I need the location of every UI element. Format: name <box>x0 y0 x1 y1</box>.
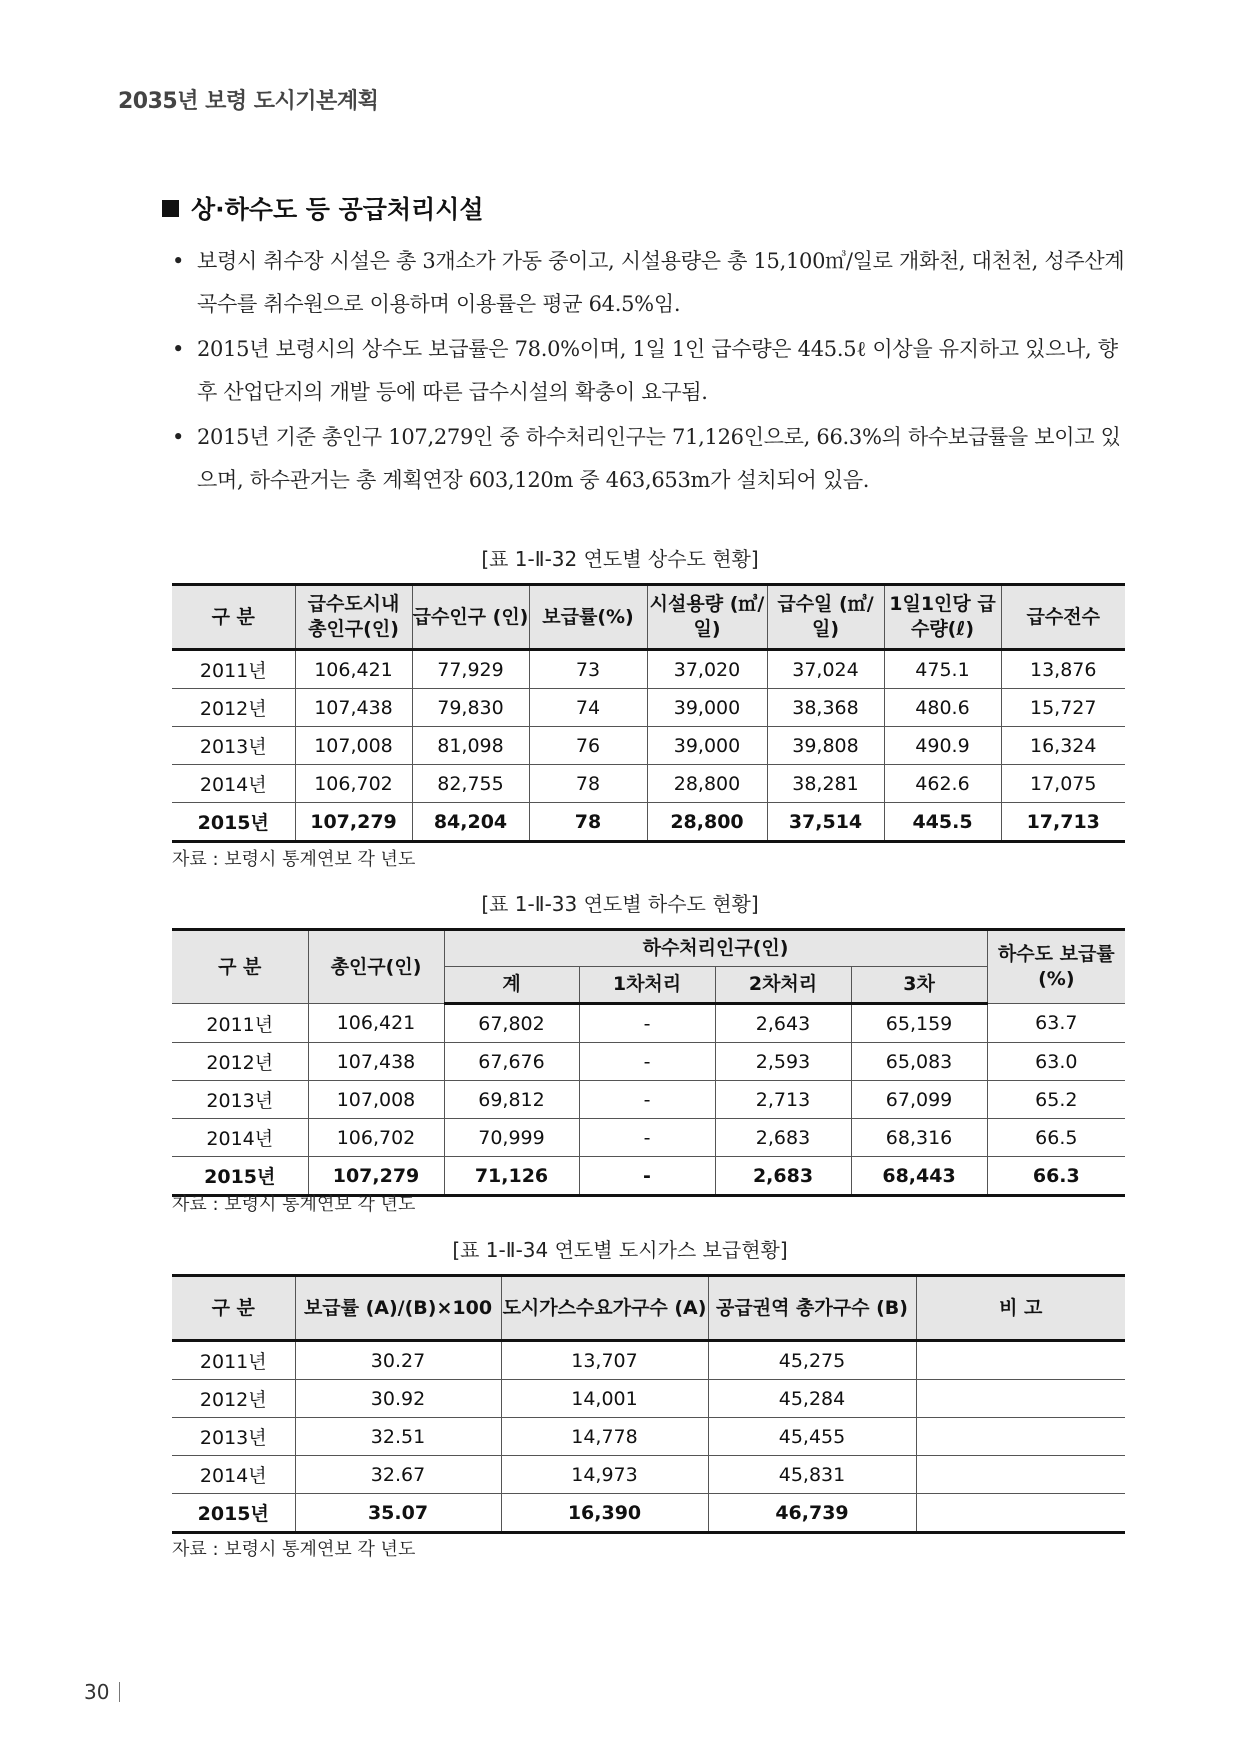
table-row <box>172 1456 1125 1494</box>
table-cell: 84,204 <box>412 803 529 842</box>
table-cell: 107,279 <box>295 803 412 842</box>
table-cell: 17,713 <box>1001 803 1125 842</box>
table-header-cell: 급수전수 <box>1001 585 1125 650</box>
table-cell: 2014년 <box>172 765 295 803</box>
table-cell: 74 <box>529 689 647 727</box>
bullet-dot-icon: • <box>172 249 185 273</box>
city-gas-table <box>172 1274 1125 1534</box>
table-subheader-cell: 계 <box>444 967 579 1004</box>
table-cell: 30.27 <box>295 1341 501 1380</box>
table-cell <box>916 1341 1125 1380</box>
table-cell: 77,929 <box>412 650 529 689</box>
table-cell: 13,707 <box>501 1341 708 1380</box>
table-row <box>172 1494 1125 1533</box>
table-cell: 79,830 <box>412 689 529 727</box>
table-cell: 106,702 <box>295 765 412 803</box>
table-cell: 2011년 <box>172 650 295 689</box>
table-cell: 2011년 <box>172 1341 295 1380</box>
table-cell: 65,159 <box>851 1004 987 1043</box>
section-title <box>162 190 484 226</box>
table-cell: 65,083 <box>851 1043 987 1081</box>
table-cell: 107,008 <box>308 1081 444 1119</box>
table-cell: 2015년 <box>172 803 295 842</box>
table3-source: 자료 : 보령시 통계연보 각 년도 <box>172 1539 416 1560</box>
table-row <box>172 1081 1125 1119</box>
bullet-list <box>172 240 1127 504</box>
table-cell: 45,831 <box>708 1456 916 1494</box>
table-cell: 106,702 <box>308 1119 444 1157</box>
table-cell: 106,421 <box>295 650 412 689</box>
table-cell: - <box>579 1043 715 1081</box>
table-row <box>172 1380 1125 1418</box>
table-row <box>172 727 1125 765</box>
table-header-cell: 하수도 보급률(%) <box>987 930 1125 1004</box>
bullet-text: 2015년 보령시의 상수도 보급률은 78.0%이며, 1일 1인 급수량은 445.5ℓ 이상을 유지하고 있으나, 향후 산업단지의 개발 등에 따른 급수시설의 확충이 요구됨. <box>197 337 1118 404</box>
bullet-dot-icon: • <box>172 337 185 361</box>
table-cell: 39,000 <box>647 689 767 727</box>
table-cell: 475.1 <box>884 650 1001 689</box>
table-cell: 15,727 <box>1001 689 1125 727</box>
table-cell: 107,008 <box>295 727 412 765</box>
section-title-text: 상·하수도 등 공급처리시설 <box>191 195 484 224</box>
table-cell: 107,279 <box>308 1157 444 1196</box>
table-cell: 2013년 <box>172 1418 295 1456</box>
running-header: 2035년 보령 도시기본계획 <box>118 89 379 114</box>
sewage-table <box>172 928 1125 1197</box>
table-header-cell: 보급률(%) <box>529 585 647 650</box>
bullet-item <box>172 416 1127 502</box>
table-row <box>172 1341 1125 1380</box>
table-cell: 37,020 <box>647 650 767 689</box>
table-cell: 68,316 <box>851 1119 987 1157</box>
table-cell: - <box>579 1081 715 1119</box>
table-cell: - <box>579 1004 715 1043</box>
table-cell: 38,281 <box>767 765 884 803</box>
table-cell: 39,808 <box>767 727 884 765</box>
table-row <box>172 689 1125 727</box>
table-cell: 73 <box>529 650 647 689</box>
table-cell: 28,800 <box>647 765 767 803</box>
table-cell <box>916 1418 1125 1456</box>
table-header-cell: 급수일 (㎥/일) <box>767 585 884 650</box>
table-cell: 2,593 <box>715 1043 851 1081</box>
table-row <box>172 1004 1125 1043</box>
table-header-cell: 구 분 <box>172 930 308 1004</box>
table-cell: 78 <box>529 765 647 803</box>
bullet-dot-icon: • <box>172 425 185 449</box>
table-cell <box>916 1380 1125 1418</box>
table-subheader-cell: 1차처리 <box>579 967 715 1004</box>
table-cell: 32.67 <box>295 1456 501 1494</box>
table-cell: 38,368 <box>767 689 884 727</box>
table-row <box>172 765 1125 803</box>
table-cell: 107,438 <box>295 689 412 727</box>
table-cell: 67,676 <box>444 1043 579 1081</box>
table-cell: 63.0 <box>987 1043 1125 1081</box>
table-header-cell: 도시가스수요가구수 (A) <box>501 1276 708 1341</box>
table-cell: 2014년 <box>172 1456 295 1494</box>
table-cell: 2013년 <box>172 727 295 765</box>
table-header-cell: 하수처리인구(인) <box>444 930 987 967</box>
bullet-text: 보령시 취수장 시설은 총 3개소가 가동 중이고, 시설용량은 총 15,100㎥/일로 개화천, 대천천, 성주산계곡수를 취수원으로 이용하며 이용률은 평균 64.5%임. <box>197 249 1125 316</box>
table-cell: 2,683 <box>715 1119 851 1157</box>
table-header-cell: 급수인구 (인) <box>412 585 529 650</box>
table-header-cell: 구 분 <box>172 585 295 650</box>
table-cell: 69,812 <box>444 1081 579 1119</box>
table-cell: 45,284 <box>708 1380 916 1418</box>
table-cell: 106,421 <box>308 1004 444 1043</box>
table-cell: 81,098 <box>412 727 529 765</box>
table-cell: 16,390 <box>501 1494 708 1533</box>
page-number <box>84 1680 120 1704</box>
table-cell: 35.07 <box>295 1494 501 1533</box>
table-cell: 39,000 <box>647 727 767 765</box>
table-cell: 45,275 <box>708 1341 916 1380</box>
table-cell: 30.92 <box>295 1380 501 1418</box>
table-cell: 2,643 <box>715 1004 851 1043</box>
water-supply-table <box>172 583 1125 843</box>
bullet-text: 2015년 기준 총인구 107,279인 중 하수처리인구는 71,126인으로, 66.3%의 하수보급률을 보이고 있으며, 하수관거는 총 계획연장 603,120m 중 463,653m가 설치되어 있음. <box>197 425 1121 492</box>
table-cell: 2012년 <box>172 1380 295 1418</box>
table-cell: 66.5 <box>987 1119 1125 1157</box>
table-cell: 14,001 <box>501 1380 708 1418</box>
table-cell: 37,024 <box>767 650 884 689</box>
page-divider <box>119 1682 120 1702</box>
table-cell: 37,514 <box>767 803 884 842</box>
table-cell: 2011년 <box>172 1004 308 1043</box>
table-row <box>172 803 1125 842</box>
table-header-cell: 구 분 <box>172 1276 295 1341</box>
table1-source: 자료 : 보령시 통계연보 각 년도 <box>172 849 416 870</box>
table-cell: 70,999 <box>444 1119 579 1157</box>
table-cell: 13,876 <box>1001 650 1125 689</box>
table-row <box>172 1119 1125 1157</box>
table-cell: 2015년 <box>172 1157 308 1196</box>
table-subheader-cell: 3차 <box>851 967 987 1004</box>
table-cell: 107,438 <box>308 1043 444 1081</box>
table-cell: 2012년 <box>172 1043 308 1081</box>
table-cell: 2013년 <box>172 1081 308 1119</box>
table-cell: 14,973 <box>501 1456 708 1494</box>
table3-caption: [표 1-Ⅱ-34 연도별 도시가스 보급현황] <box>452 1238 788 1262</box>
table-cell: - <box>579 1157 715 1196</box>
table-cell: - <box>579 1119 715 1157</box>
table-cell: 2,683 <box>715 1157 851 1196</box>
table-row <box>172 1418 1125 1456</box>
table-cell: 462.6 <box>884 765 1001 803</box>
table1-caption: [표 1-Ⅱ-32 연도별 상수도 현황] <box>481 547 759 571</box>
table-cell: 78 <box>529 803 647 842</box>
table-cell: 46,739 <box>708 1494 916 1533</box>
table-cell: 66.3 <box>987 1157 1125 1196</box>
table-header-cell: 시설용량 (㎥/일) <box>647 585 767 650</box>
table-subheader-cell: 2차처리 <box>715 967 851 1004</box>
table-cell: 67,099 <box>851 1081 987 1119</box>
table-cell: 82,755 <box>412 765 529 803</box>
table-cell: 76 <box>529 727 647 765</box>
table-header-cell: 총인구(인) <box>308 930 444 1004</box>
table-cell: 2012년 <box>172 689 295 727</box>
table-cell: 71,126 <box>444 1157 579 1196</box>
table-cell: 480.6 <box>884 689 1001 727</box>
table-cell: 32.51 <box>295 1418 501 1456</box>
table-cell: 2014년 <box>172 1119 308 1157</box>
table-cell: 63.7 <box>987 1004 1125 1043</box>
table-header-cell: 보급률 (A)/(B)×100 <box>295 1276 501 1341</box>
table-row <box>172 1043 1125 1081</box>
square-bullet-icon <box>162 200 179 217</box>
bullet-item <box>172 328 1127 414</box>
table-cell: 445.5 <box>884 803 1001 842</box>
table-cell <box>916 1494 1125 1533</box>
table-header-cell: 공급권역 총가구수 (B) <box>708 1276 916 1341</box>
table-cell: 65.2 <box>987 1081 1125 1119</box>
table-cell: 67,802 <box>444 1004 579 1043</box>
table2-caption: [표 1-Ⅱ-33 연도별 하수도 현황] <box>481 892 759 916</box>
table-cell: 28,800 <box>647 803 767 842</box>
table-cell: 68,443 <box>851 1157 987 1196</box>
table-header-cell: 급수도시내 총인구(인) <box>295 585 412 650</box>
table-cell: 14,778 <box>501 1418 708 1456</box>
table-cell: 2015년 <box>172 1494 295 1533</box>
table-cell: 45,455 <box>708 1418 916 1456</box>
bullet-item <box>172 240 1127 326</box>
table-cell: 490.9 <box>884 727 1001 765</box>
table-cell: 16,324 <box>1001 727 1125 765</box>
table-cell <box>916 1456 1125 1494</box>
table-header-cell: 1일1인당 급수량(ℓ) <box>884 585 1001 650</box>
table-header-cell: 비 고 <box>916 1276 1125 1341</box>
table2-source: 자료 : 보령시 통계연보 각 년도 <box>172 1194 416 1215</box>
table-row <box>172 650 1125 689</box>
table-cell: 2,713 <box>715 1081 851 1119</box>
table-cell: 17,075 <box>1001 765 1125 803</box>
page-number-text: 30 <box>84 1680 110 1704</box>
